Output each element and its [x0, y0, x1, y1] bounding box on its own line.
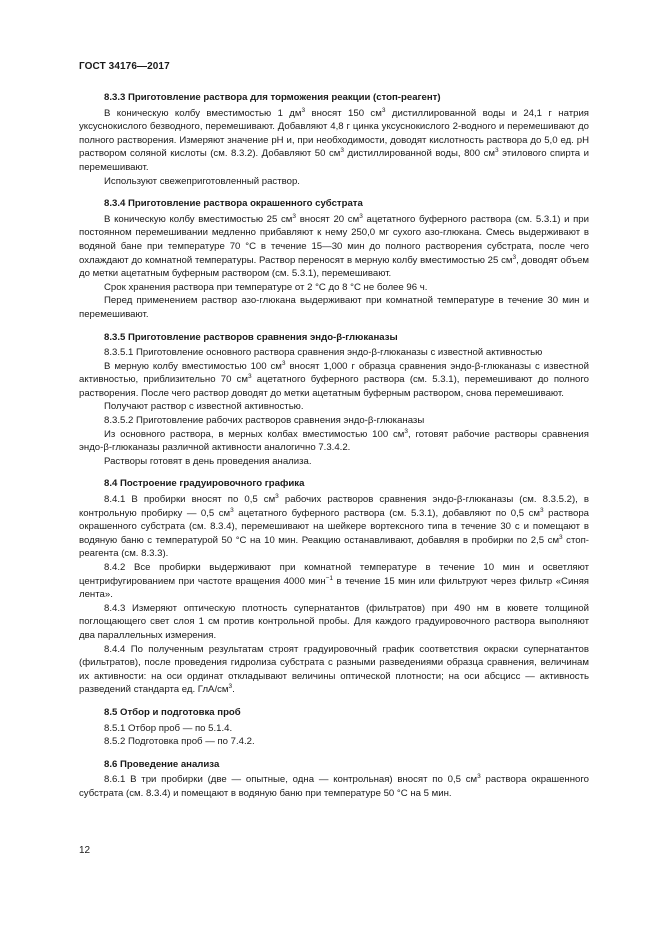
text-run: вносят 150 см: [305, 107, 382, 119]
document-header: ГОСТ 34176—2017: [79, 61, 170, 72]
text-run: , доводят объем до метки ацетатным буферным раствором (см. 5.3.1), перемешивают.: [79, 254, 589, 280]
superscript: 3: [230, 506, 234, 514]
superscript: 3: [301, 106, 306, 114]
text-run: ацетатного буферного раствора (см. 5.3.1), добавляют по 0,5 см: [233, 507, 541, 519]
text-run: 8.6 Проведение анализа: [104, 758, 220, 770]
text-run: Перед применением раствор азо-глюкана выдерживают при комнатной температуре в течение 30 мин и перемешивают.: [79, 295, 589, 320]
text-run: дистиллированной воды и 24,1 г натрия уксуснокислого безводного, перемешивают. Добавляют 4,8 г цинка уксуснокислого 2-водного и перемешивают до полного растворения. Измеряют значение pH и, при необходимости, доводят кислотность раствора до 5,0 ед. pH раствором соляной кислоты (см. 8.3.2). Добавляют 50 см: [79, 107, 590, 160]
text-run: 8.5 Отбор и подготовка проб: [104, 706, 241, 718]
superscript: 3: [381, 106, 386, 114]
superscript: 3: [340, 147, 344, 155]
section-heading: [79, 758, 589, 772]
text-run: 8.5.2 Подготовка проб — по 7.4.2.: [104, 736, 255, 748]
text-run: рабочих растворов сравнения эндо-β-глюканазы (см. 8.3.5.2), в контрольную пробирку — 0,5 см: [79, 494, 589, 519]
text-run: 8.4.4 По полученным результатам строят градуировочный график соответствия окраски супернатантов (фильтратов), после проведения гидролиза субстрата с разными разведениями образца сравнения, величинам их активности: на оси ординат откладывают величины оптической плотности; на оси абсцисс — активность разведений стандарта ед. ГлА/см: [79, 643, 589, 696]
text-run: в течение 15 мин или фильтруют через фильтр «Синяя лента».: [79, 575, 589, 601]
text-run: ацетатного буферного раствора (см. 5.3.1), перемешивают до полного растворения. После чего раствор доводят до метки ацетатным буферным раствором, снова перемешивают.: [79, 374, 590, 399]
text-run: 8.3.5.2 Приготовление рабочих растворов сравнения эндо-β-глюканазы: [104, 415, 425, 427]
text-run: 8.3.3 Приготовление раствора для торможения реакции (стоп-реагент): [104, 92, 441, 103]
text-run: ацетатного буферного раствора (см. 5.3.1) и при постоянном перемешивании медленно прибавляют к нему 250,0 мг сухого азо-глюкана. Смесь выдерживают в водяной бане при температуре 70 °С в течение 15—30 мин до полного растворения субстрата, после чего охлаждают до комнатной температуры. Раствор переносят в мерную колбу вместимостью 25 см: [79, 213, 589, 266]
superscript: 3: [512, 253, 517, 261]
section-heading: [79, 477, 589, 491]
text-run: 8.5.1 Отбор проб — по 5.1.4.: [104, 722, 233, 734]
document-body: [79, 91, 589, 801]
section-gap: [79, 188, 589, 197]
paragraph: [79, 107, 589, 175]
superscript: 3: [559, 533, 563, 541]
text-run: 8.3.5 Приготовление растворов сравнения эндо-β-глюканазы: [104, 331, 398, 343]
text-run: В коническую колбу вместимостью 25 см: [104, 213, 293, 225]
superscript: −1: [325, 574, 334, 582]
section-gap: [79, 697, 589, 706]
paragraph: [79, 346, 589, 360]
text-run: 8.4.1 В пробирки вносят по 0,5 см: [104, 494, 276, 506]
section-gap: [79, 749, 589, 758]
superscript: 3: [281, 359, 286, 367]
text-run: 8.3.5.1 Приготовление основного раствора сравнения эндо-β-глюканазы с известной активностью: [104, 347, 543, 359]
text-run: 8.4 Построение градуировочного графика: [104, 478, 305, 490]
text-run: 8.6.1 В три пробирки (две — опытные, одна — контрольная) вносят по 0,5 см: [104, 774, 478, 786]
section-heading: [79, 331, 589, 345]
section-heading: [79, 706, 589, 720]
paragraph: [79, 493, 589, 561]
superscript: 3: [248, 373, 252, 381]
section-heading: [79, 197, 589, 211]
text-run: Срок хранения раствора при температуре от 2 °С до 8 °С не более 96 ч.: [104, 281, 428, 293]
superscript: 3: [494, 147, 499, 155]
text-run: Получают раствор с известной активностью.: [104, 401, 304, 413]
paragraph: [79, 722, 589, 736]
text-run: 8.4.3 Измеряют оптическую плотность супернатантов (фильтратов) при 490 нм в кювете толщиной поглощающего свет слоя 1 см против контрольной пробы. Для каждого градуировочного раствора выполняют два параллельных измерения.: [79, 602, 589, 641]
section-gap: [79, 322, 589, 331]
paragraph: [79, 400, 589, 414]
paragraph: [79, 643, 589, 697]
superscript: 3: [359, 212, 363, 220]
superscript: 3: [292, 212, 297, 220]
paragraph: [79, 773, 589, 800]
paragraph: [79, 281, 589, 295]
page-number: 12: [79, 845, 91, 856]
text-run: В мерную колбу вместимостью 100 см: [104, 360, 282, 372]
text-run: Растворы готовят в день проведения анализа.: [104, 455, 312, 467]
paragraph: [79, 175, 589, 189]
superscript: 3: [477, 773, 481, 781]
paragraph: [79, 294, 589, 321]
section-gap: [79, 468, 589, 477]
paragraph: [79, 561, 589, 602]
text-run: Из основного раствора, в мерных колбах вместимостью 100 см: [104, 428, 405, 440]
paragraph: [79, 428, 589, 455]
text-run: стоп-реагента (см. 8.3.3).: [79, 534, 589, 560]
text-run: 8.3.4 Приготовление раствора окрашенного субстрата: [104, 198, 363, 210]
text-run: , готовят рабочие растворы сравнения эндо-β-глюканазы различной активности аналогично 7.3.4.2.: [79, 428, 589, 454]
text-run: В коническую колбу вместимостью 1 дм: [104, 107, 302, 119]
superscript: 3: [228, 683, 233, 691]
superscript: 3: [275, 493, 279, 501]
superscript: 3: [540, 506, 544, 514]
paragraph: [79, 213, 589, 281]
section-heading: [79, 91, 589, 105]
superscript: 3: [404, 427, 409, 435]
text-run: этилового спирта и перемешивают.: [79, 148, 589, 173]
text-run: раствора окрашенного субстрата (см. 8.3.4) и помещают в водяную баню при температуре 50 °С на 5 мин.: [79, 774, 589, 799]
text-run: вносят 20 см: [296, 213, 360, 225]
paragraph: [79, 360, 589, 401]
text-run: раствора окрашенного субстрата (см. 8.3.4), перемешивают на шейкере вортексного типа в течение 30 с и помещают в водяную баню с температурой 50 °С на 10 мин. Реакцию останавливают, добавляя в пробирки по 2,5 см: [79, 507, 589, 546]
paragraph: [79, 414, 589, 428]
text-run: дистиллированной воды, 800 см: [343, 148, 495, 160]
paragraph: [79, 455, 589, 469]
text-run: .: [232, 684, 235, 696]
paragraph: [79, 602, 589, 643]
text-run: вносят 1,000 г образца сравнения эндо-β-глюканазы с известной активностью, приблизительно 70 см: [79, 360, 590, 386]
text-run: Используют свежеприготовленный раствор.: [104, 175, 300, 187]
text-run: 8.4.2 Все пробирки выдерживают при комнатной температуре в течение 10 мин и осветляют центрифугированием при частоте вращения 4000 мин: [79, 562, 589, 587]
paragraph: [79, 735, 589, 749]
